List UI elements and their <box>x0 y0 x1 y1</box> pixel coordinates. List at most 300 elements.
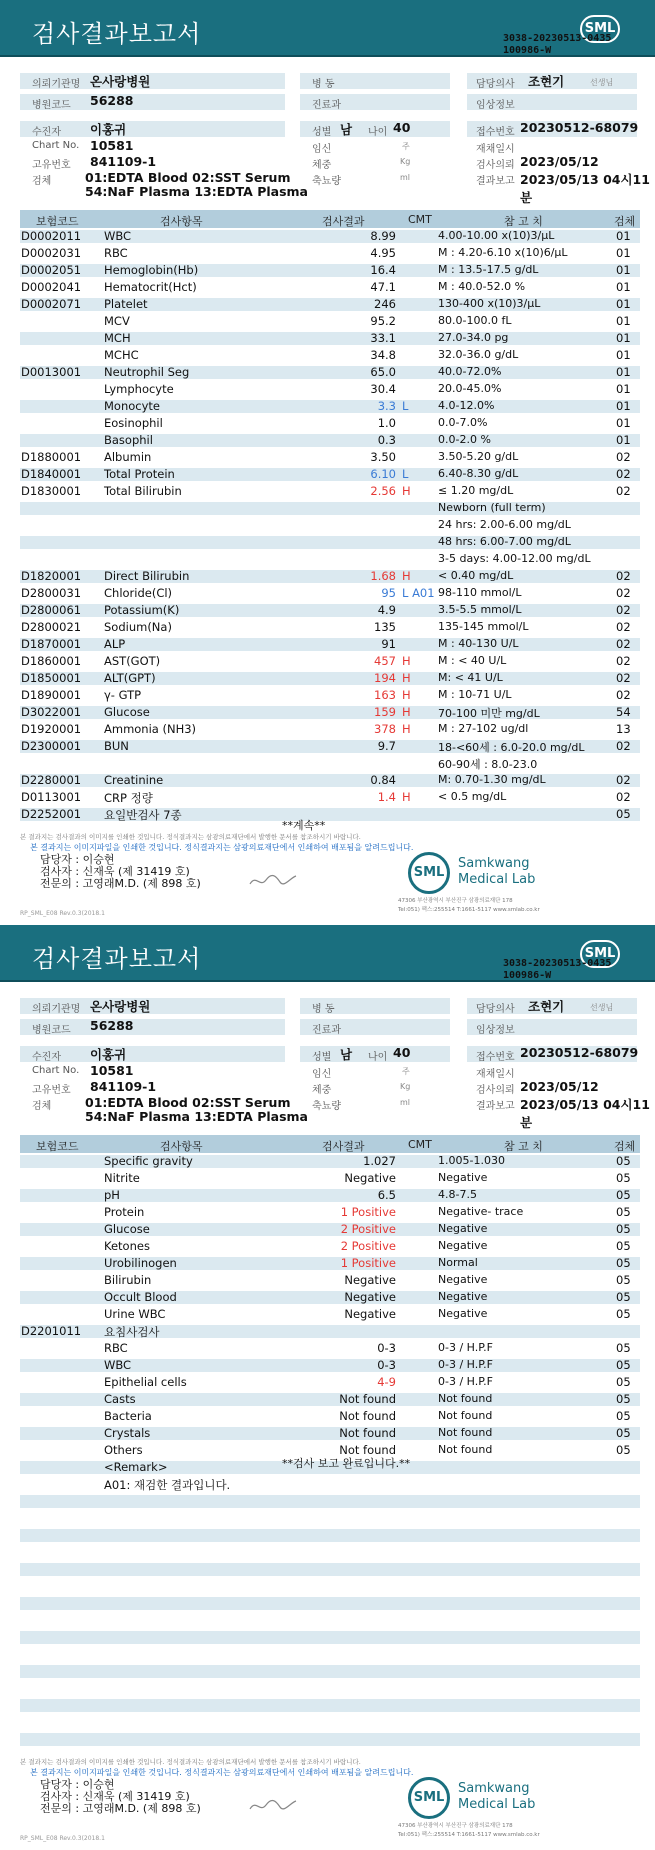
specimen-cell: 01 <box>616 331 631 345</box>
test-item-cell: Urobilinogen <box>104 1256 177 1270</box>
hospital-code-label: 병원코드 <box>32 100 71 111</box>
test-item-cell: MCHC <box>104 348 139 362</box>
test-item-cell: Chloride(Cl) <box>104 586 173 600</box>
result-cell: 2 Positive <box>340 1239 396 1253</box>
test-item-cell: Specific gravity <box>104 1154 193 1168</box>
examiner-label: 검사자 : <box>40 865 80 878</box>
results-table-header <box>20 210 640 228</box>
specimen-cell: 01 <box>616 314 631 328</box>
result-cell: 6.10 <box>370 467 396 481</box>
result-cell: 47.1 <box>370 280 396 294</box>
hospital-code-label: 병원코드 <box>32 1025 71 1036</box>
insurance-code-cell: D2800061 <box>21 603 82 617</box>
test-item-cell: WBC <box>104 229 132 243</box>
test-item-cell: Glucose <box>104 1222 150 1236</box>
chart-no-value: 10581 <box>90 1063 134 1078</box>
ml-unit: ml <box>400 1098 411 1107</box>
test-item-cell: Bilirubin <box>104 1273 152 1287</box>
result-cell: 163 <box>374 688 396 702</box>
row-stripe <box>20 1563 640 1576</box>
row-stripe <box>20 1529 640 1542</box>
col-cmt: CMT <box>408 213 432 226</box>
reference-cell: 70-100 미만 mg/dL <box>438 707 540 720</box>
id-no-value: 841109-1 <box>90 1079 157 1094</box>
reference-cell: 4.8-7.5 <box>438 1188 477 1201</box>
specimen-cell: 05 <box>616 1426 631 1440</box>
row-stripe <box>20 502 640 515</box>
insurance-code-cell: D2252001 <box>21 807 82 821</box>
specimen-cell: 01 <box>616 433 631 447</box>
insurance-code-cell: D1830001 <box>21 484 82 498</box>
chart-no-label: Chart No. <box>32 1065 80 1076</box>
reference-cell: 0.0-2.0 % <box>438 433 491 446</box>
row-stripe <box>20 1733 640 1746</box>
insurance-code-cell: D3022001 <box>21 705 82 719</box>
sex-value: 남 <box>340 122 353 137</box>
test-item-cell: Potassium(K) <box>104 603 180 617</box>
row-stripe <box>20 1495 640 1508</box>
col-test-item: 검사항목 <box>160 215 203 228</box>
reference-cell: M : 27-102 ug/dl <box>438 722 529 735</box>
test-item-cell: Protein <box>104 1205 145 1219</box>
test-item-cell: Platelet <box>104 297 148 311</box>
test-item-cell: ALT(GPT) <box>104 671 156 685</box>
request-date-label: 검사의뢰 <box>476 1085 515 1096</box>
reference-cell: Negative- trace <box>438 1205 524 1218</box>
sml-logo-mark: SML <box>408 1777 450 1819</box>
in-charge-label: 담당자 : <box>40 853 80 866</box>
doctor-label: 담당의사 <box>476 1004 515 1015</box>
specimen-label: 검체 <box>32 1101 52 1112</box>
result-cell: 0-3 <box>377 1341 396 1355</box>
id-no-label: 고유번호 <box>32 1085 71 1096</box>
reference-cell: Negative <box>438 1307 488 1320</box>
week-unit: 주 <box>402 1067 410 1076</box>
results-table-header <box>20 1135 640 1153</box>
result-cell: 4-9 <box>377 1375 396 1389</box>
specimen-value-2: 54:NaF Plasma 13:EDTA Plasma <box>85 184 308 199</box>
institution-label: 의뢰기관명 <box>32 1004 81 1015</box>
test-item-cell: Crystals <box>104 1426 151 1440</box>
insurance-code-cell: D1850001 <box>21 671 82 685</box>
sex-label: 성별 <box>312 1052 332 1063</box>
pregnancy-label: 임신 <box>312 144 332 155</box>
result-cell: 3.3 <box>377 399 396 413</box>
specimen-cell: 05 <box>616 1290 631 1304</box>
test-item-cell: A01: 재검한 결과입니다. <box>104 1478 231 1492</box>
specimen-value-2: 54:NaF Plasma 13:EDTA Plasma <box>85 1109 308 1124</box>
specimen-cell: 05 <box>616 1409 631 1423</box>
result-cell: 95.2 <box>370 314 396 328</box>
department-label: 진료과 <box>312 100 341 111</box>
report-id-suffix: 100986-W <box>503 970 552 981</box>
specimen-cell: 05 <box>616 1154 631 1168</box>
specimen-cell: 01 <box>616 246 631 260</box>
reference-cell: Not found <box>438 1443 493 1456</box>
result-cell: 135 <box>374 620 396 634</box>
result-cell: Negative <box>344 1307 396 1321</box>
specimen-cell: 02 <box>616 484 631 498</box>
urine-volume-label: 축뇨량 <box>312 1101 341 1112</box>
patient-label: 수진자 <box>32 127 61 138</box>
reference-cell: 6.40-8.30 g/dL <box>438 467 519 480</box>
reference-cell: Negative <box>438 1239 488 1252</box>
specimen-cell: 01 <box>616 416 631 430</box>
flag-cell: H <box>402 688 411 702</box>
result-cell: 457 <box>374 654 396 668</box>
test-item-cell: MCH <box>104 331 131 345</box>
test-item-cell: Ketones <box>104 1239 150 1253</box>
lab-name-line2: Medical Lab <box>458 1797 536 1812</box>
lab-contact: Tel:051) 팩스:255514 T:1661-5117 www.smlab.co.kr <box>398 1832 540 1838</box>
result-cell: 194 <box>374 671 396 685</box>
reference-cell: M : 40.0-52.0 % <box>438 280 526 293</box>
flag-cell: L <box>402 399 409 413</box>
id-no-label: 고유번호 <box>32 160 71 171</box>
reference-cell: 18-<60세 : 6.0-20.0 mg/dL <box>438 741 585 754</box>
specimen-cell: 05 <box>616 1273 631 1287</box>
test-item-cell: Basophil <box>104 433 153 447</box>
reference-cell: 98-110 mmol/L <box>438 586 522 599</box>
row-stripe <box>20 1699 640 1712</box>
report-id: 3038-20230513-0435 <box>503 33 612 44</box>
reference-cell: M: 0.70-1.30 mg/dL <box>438 773 546 786</box>
reference-cell: 32.0-36.0 g/dL <box>438 348 519 361</box>
test-item-cell: 요침사검사 <box>104 1325 160 1339</box>
insurance-code-cell: D1870001 <box>21 637 82 651</box>
insurance-code-cell: D2800031 <box>21 586 82 600</box>
specimen-cell: 01 <box>616 365 631 379</box>
row-stripe <box>20 1631 640 1644</box>
test-item-cell: <Remark> <box>104 1460 168 1474</box>
specimen-cell: 02 <box>616 637 631 651</box>
specimen-cell: 01 <box>616 280 631 294</box>
specimen-value-1: 01:EDTA Blood 02:SST Serum <box>85 170 291 185</box>
age-value: 40 <box>393 120 411 135</box>
report-header <box>0 0 655 57</box>
weight-label: 체중 <box>312 160 332 171</box>
reference-cell: < 0.5 mg/dL <box>438 790 507 803</box>
retest-date-label: 재채일시 <box>476 1069 515 1080</box>
samkwang-logo <box>408 852 618 897</box>
footer-notice: 본 결과지는 이미지파일을 인쇄한 것입니다. 정식결과지는 삼광의료재단에서 인쇄하여 배포됨을 알려드립니다. <box>30 1768 414 1777</box>
result-cell: 34.8 <box>370 348 396 362</box>
sml-logo-mark: SML <box>408 852 450 894</box>
receipt-no-label: 접수번호 <box>476 127 515 138</box>
examiner-label: 검사자 : <box>40 1790 80 1803</box>
reference-cell: Not found <box>438 1392 493 1405</box>
result-cell: 95 <box>381 586 396 600</box>
flag-cell: H <box>402 484 411 498</box>
specimen-cell: 05 <box>616 1307 631 1321</box>
test-item-cell: Others <box>104 1443 143 1457</box>
result-cell: Not found <box>339 1392 396 1406</box>
age-label: 나이 <box>368 1052 388 1063</box>
specimen-cell: 05 <box>616 1256 631 1270</box>
specimen-cell: 05 <box>616 1392 631 1406</box>
reference-cell: 48 hrs: 6.00-7.00 mg/dL <box>438 535 571 548</box>
result-cell: Negative <box>344 1273 396 1287</box>
specimen-cell: 54 <box>616 705 631 719</box>
chart-no-label: Chart No. <box>32 140 80 151</box>
flag-cell: L A01 <box>402 586 435 600</box>
specimen-cell: 02 <box>616 739 631 753</box>
test-item-cell: Hemoglobin(Hb) <box>104 263 199 277</box>
in-charge-name: 이승현 <box>82 1778 115 1791</box>
test-item-cell: RBC <box>104 246 128 260</box>
retest-date-label: 재채일시 <box>476 144 515 155</box>
specimen-cell: 02 <box>616 586 631 600</box>
examiner-name: 신재욱 (제 31419 호) <box>82 865 190 878</box>
test-item-cell: BUN <box>104 739 129 753</box>
id-no-value: 841109-1 <box>90 154 157 169</box>
test-item-cell: RBC <box>104 1341 128 1355</box>
lab-name <box>458 856 535 888</box>
signature-image <box>248 870 298 890</box>
receipt-no-value: 20230512-68079 <box>520 120 639 135</box>
reference-cell: 0-3 / H.P.F <box>438 1375 493 1388</box>
lab-contact: Tel:051) 팩스:255514 T:1661-5117 www.smlab.co.kr <box>398 907 540 913</box>
week-unit: 주 <box>402 142 410 151</box>
lab-name-line2: Medical Lab <box>458 872 536 887</box>
insurance-code-cell: D2201011 <box>21 1324 82 1338</box>
ml-unit: ml <box>400 173 411 182</box>
report-date-value: 2023/05/13 04시11분 <box>520 1097 650 1130</box>
chart-no-value: 10581 <box>90 138 134 153</box>
specimen-cell: 02 <box>616 467 631 481</box>
doctor-suffix: 선생님 <box>590 1003 614 1012</box>
footer-tiny-notice: 본 결과지는 검사결과의 이미지를 인쇄한 것입니다. 정식결과지는 삼광의료재단에서 발행한 문서를 참조하시기 바랍니다. <box>20 1758 361 1766</box>
insurance-code-cell: D0013001 <box>21 365 82 379</box>
reference-cell: Negative <box>438 1171 488 1184</box>
in-charge-name: 이승현 <box>82 853 115 866</box>
result-cell: 65.0 <box>370 365 396 379</box>
reference-cell: Negative <box>438 1290 488 1303</box>
reference-cell: 130-400 x(10)3/μL <box>438 297 541 310</box>
result-cell: 378 <box>374 722 396 736</box>
footer-notice: 본 결과지는 이미지파일을 인쇄한 것입니다. 정식결과지는 삼광의료재단에서 인쇄하여 배포됨을 알려드립니다. <box>30 843 414 852</box>
sex-value: 남 <box>340 1047 353 1062</box>
test-item-cell: Bacteria <box>104 1409 152 1423</box>
test-item-cell: MCV <box>104 314 130 328</box>
completed-text: **검사 보고 완료입니다.** <box>282 1457 411 1470</box>
col-test-item: 검사항목 <box>160 1140 203 1153</box>
sex-label: 성별 <box>312 127 332 138</box>
patient-label: 수진자 <box>32 1052 61 1063</box>
reference-cell: 60-90세 : 8.0-23.0 <box>438 758 538 771</box>
specimen-cell: 13 <box>616 722 631 736</box>
result-cell: Negative <box>344 1171 396 1185</box>
specimen-cell: 05 <box>616 1188 631 1202</box>
row-stripe <box>20 1597 640 1610</box>
lab-name-line1: Samkwang <box>458 1781 530 1796</box>
specimen-cell: 05 <box>616 1205 631 1219</box>
reference-cell: ≤ 1.20 mg/dL <box>438 484 514 497</box>
result-cell: 1.0 <box>377 416 396 430</box>
result-cell: 1 Positive <box>340 1205 396 1219</box>
kg-unit: Kg <box>400 157 411 166</box>
result-cell: 91 <box>381 637 396 651</box>
result-cell: Not found <box>339 1426 396 1440</box>
reference-cell: M : 10-71 U/L <box>438 688 512 701</box>
flag-cell: H <box>402 705 411 719</box>
insurance-code-cell: D1820001 <box>21 569 82 583</box>
reference-cell: 4.00-10.00 x(10)3/μL <box>438 229 555 242</box>
reference-cell: Newborn (full term) <box>438 501 546 514</box>
test-item-cell: ALP <box>104 637 126 651</box>
urine-volume-label: 축뇨량 <box>312 176 341 187</box>
flag-cell: H <box>402 722 411 736</box>
ward-label: 병 동 <box>312 79 335 90</box>
test-item-cell: Epithelial cells <box>104 1375 187 1389</box>
hospital-code-value: 56288 <box>90 1018 134 1033</box>
report-page-2 <box>0 925 655 1850</box>
test-item-cell: pH <box>104 1188 120 1202</box>
weight-label: 체중 <box>312 1085 332 1096</box>
insurance-code-cell: D2280001 <box>21 773 82 787</box>
reference-cell: Negative <box>438 1222 488 1235</box>
reference-cell: 3-5 days: 4.00-12.00 mg/dL <box>438 552 591 565</box>
result-cell: 1.68 <box>370 569 396 583</box>
report-title: 검사결과보고서 <box>32 20 202 48</box>
result-cell: 0.84 <box>370 773 396 787</box>
flag-cell: H <box>402 671 411 685</box>
specialist-name: 고영래M.D. (제 898 호) <box>82 877 201 890</box>
insurance-code-cell: D1920001 <box>21 722 82 736</box>
reference-cell: 24 hrs: 2.00-6.00 mg/dL <box>438 518 571 531</box>
result-cell: 30.4 <box>370 382 396 396</box>
result-cell: 0-3 <box>377 1358 396 1372</box>
reference-cell: 135-145 mmol/L <box>438 620 529 633</box>
form-code: RP_SML_E08 Rev.0.3(2018.1 <box>20 1835 105 1842</box>
row-stripe <box>20 1665 640 1678</box>
col-reference: 참 고 치 <box>504 1140 543 1153</box>
flag-cell: H <box>402 654 411 668</box>
test-item-cell: CRP 정량 <box>104 791 153 805</box>
samkwang-logo <box>408 1777 618 1822</box>
age-label: 나이 <box>368 127 388 138</box>
specimen-cell: 02 <box>616 450 631 464</box>
specimen-cell: 02 <box>616 773 631 787</box>
result-cell: Not found <box>339 1443 396 1457</box>
test-item-cell: Creatinine <box>104 773 164 787</box>
specimen-cell: 05 <box>616 1222 631 1236</box>
reference-cell: M : 4.20-6.10 x(10)6/μL <box>438 246 568 259</box>
result-cell: 33.1 <box>370 331 396 345</box>
test-item-cell: 요일반검사 7종 <box>104 808 182 822</box>
result-cell: 2.56 <box>370 484 396 498</box>
institution-label: 의뢰기관명 <box>32 79 81 90</box>
doctor-value: 조현기 <box>528 74 565 89</box>
sml-logo-badge: SML <box>580 15 620 43</box>
test-item-cell: Nitrite <box>104 1171 140 1185</box>
specimen-cell: 05 <box>616 1171 631 1185</box>
col-cmt: CMT <box>408 1138 432 1151</box>
specimen-cell: 05 <box>616 1358 631 1372</box>
result-cell: 16.4 <box>370 263 396 277</box>
report-date-value: 2023/05/13 04시11분 <box>520 172 650 205</box>
specimen-cell: 05 <box>616 1443 631 1457</box>
clinical-info-label: 임상정보 <box>476 100 515 111</box>
request-date-value: 2023/05/12 <box>520 1079 599 1094</box>
department-label: 진료과 <box>312 1025 341 1036</box>
lab-name <box>458 1781 535 1813</box>
doctor-label: 담당의사 <box>476 79 515 90</box>
report-date-label: 결과보고 <box>476 176 515 187</box>
reference-cell: 40.0-72.0% <box>438 365 502 378</box>
insurance-code-cell: D1840001 <box>21 467 82 481</box>
specialist-name: 고영래M.D. (제 898 호) <box>82 1802 201 1815</box>
reference-cell: M : 40-130 U/L <box>438 637 519 650</box>
reference-cell: 0-3 / H.P.F <box>438 1358 493 1371</box>
test-item-cell: Sodium(Na) <box>104 620 172 634</box>
report-id: 3038-20230513-0435 <box>503 958 612 969</box>
doctor-value: 조현기 <box>528 999 565 1014</box>
result-cell: 6.5 <box>377 1188 396 1202</box>
specimen-cell: 02 <box>616 790 631 804</box>
signature-image <box>248 1795 298 1815</box>
clinical-info-label: 임상정보 <box>476 1025 515 1036</box>
test-item-cell: Neutrophil Seg <box>104 365 190 379</box>
report-header <box>0 925 655 982</box>
specimen-cell: 02 <box>616 603 631 617</box>
specimen-cell: 05 <box>616 1375 631 1389</box>
institution-value: 온사랑병원 <box>90 999 151 1014</box>
result-cell: 1 Positive <box>340 1256 396 1270</box>
specialist-row <box>40 875 201 891</box>
reference-cell: 1.005-1.030 <box>438 1154 505 1167</box>
patient-value: 이홍귀 <box>90 122 127 137</box>
specialist-row <box>40 1800 201 1816</box>
col-specimen: 검체 <box>614 215 636 228</box>
col-insurance-code: 보험코드 <box>36 215 79 228</box>
test-item-cell: Albumin <box>104 450 152 464</box>
specimen-cell: 05 <box>616 1341 631 1355</box>
flag-cell: H <box>402 790 411 804</box>
form-code: RP_SML_E08 Rev.0.3(2018.1 <box>20 910 105 917</box>
insurance-code-cell: D2300001 <box>21 739 82 753</box>
ward-label: 병 동 <box>312 1004 335 1015</box>
in-charge-label: 담당자 : <box>40 1778 80 1791</box>
col-insurance-code: 보험코드 <box>36 1140 79 1153</box>
test-item-cell: Urine WBC <box>104 1307 166 1321</box>
specimen-cell: 01 <box>616 399 631 413</box>
reference-cell: M: < 41 U/L <box>438 671 503 684</box>
continued-text: **계속** <box>282 819 326 832</box>
reference-cell: 80.0-100.0 fL <box>438 314 512 327</box>
specialist-label: 전문의 : <box>40 877 80 890</box>
test-item-cell: Ammonia (NH3) <box>104 722 197 736</box>
request-date-label: 검사의뢰 <box>476 160 515 171</box>
result-cell: 3.50 <box>370 450 396 464</box>
test-item-cell: Occult Blood <box>104 1290 177 1304</box>
pregnancy-label: 임신 <box>312 1069 332 1080</box>
specimen-cell: 01 <box>616 263 631 277</box>
result-cell: 1.4 <box>377 790 396 804</box>
report-date-label: 결과보고 <box>476 1101 515 1112</box>
lab-address: 47306 부산광역시 부산진구 삼광의료재단 178 <box>398 1823 513 1829</box>
patient-value: 이홍귀 <box>90 1047 127 1062</box>
result-cell: 4.9 <box>377 603 396 617</box>
test-item-cell: AST(GOT) <box>104 654 161 668</box>
sml-logo-badge: SML <box>580 940 620 968</box>
specimen-label: 검체 <box>32 176 52 187</box>
specimen-cell: 02 <box>616 654 631 668</box>
reference-cell: 3.50-5.20 g/dL <box>438 450 519 463</box>
reference-cell: 0.0-7.0% <box>438 416 488 429</box>
result-cell: Negative <box>344 1290 396 1304</box>
reference-cell: 27.0-34.0 pg <box>438 331 509 344</box>
